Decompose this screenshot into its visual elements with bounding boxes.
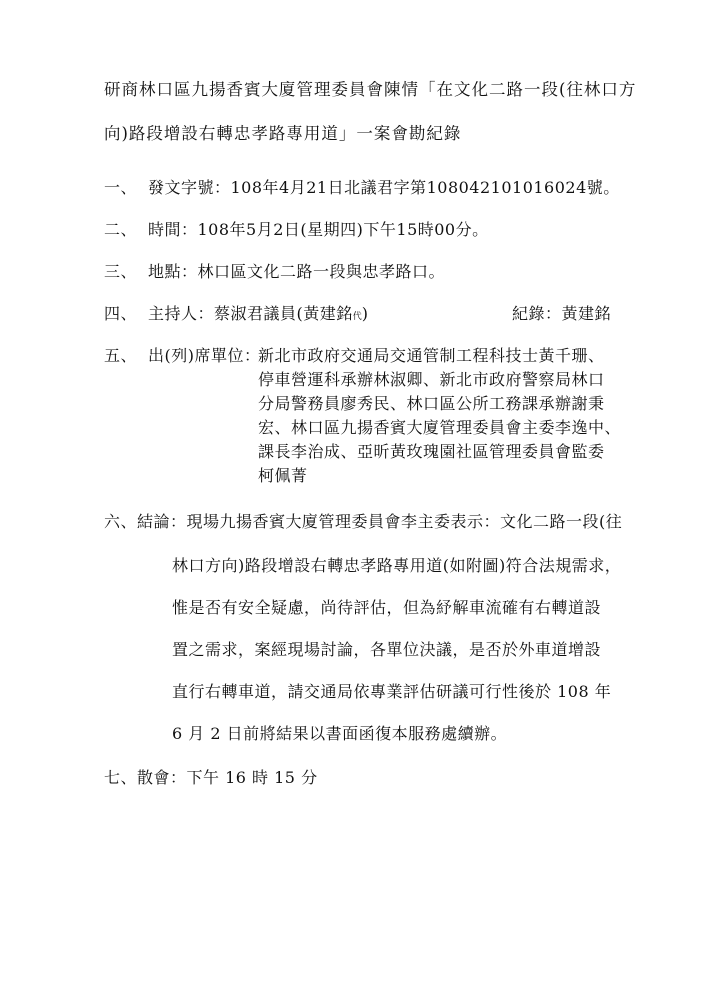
host-text <box>148 304 369 327</box>
item-number: 三、 <box>104 262 138 281</box>
conclusion-text: 六、結論：現場九揚香賓大廈管理委員會李主委表示：文化二路一段(往 <box>104 512 623 531</box>
attendees-label: 出(列)席單位： <box>148 346 261 365</box>
attendees-line: 分局警務員廖秀民、林口區公所工務課承辦謝秉 <box>258 394 605 413</box>
conclusion-line: 6 月 2 日前將結果以書面函復本服務處續辦。 <box>172 724 508 743</box>
item-number: 四、 <box>104 304 138 323</box>
conclusion-line: 置之需求，案經現場討論，各單位決議，是否於外車道增設 <box>172 640 602 659</box>
item-number: 五、 <box>104 346 138 365</box>
attendees-line: 停車營運科承辦林淑卿、新北市政府警察局林口 <box>258 370 605 389</box>
host-name: 主持人：蔡淑君議員(黃建銘 <box>148 304 353 323</box>
adjourn-line: 七、散會：下午 16 時 15 分 <box>104 768 318 787</box>
conclusion-line: 惟是否有安全疑慮，尚待評估，但為紓解車流確有右轉道設 <box>172 598 602 617</box>
item-number: 一、 <box>104 178 138 197</box>
document-title-line-2: 向)路段增設右轉忠孝路專用道」一案會勘紀錄 <box>104 124 462 143</box>
item-text: 地點：林口區文化二路一段與忠孝路口。 <box>148 262 446 281</box>
host-close-paren: ) <box>361 304 369 323</box>
recorder-text: 紀錄：黃建銘 <box>512 304 612 323</box>
item-number: 二、 <box>104 220 138 239</box>
conclusion-line: 林口方向)路段增設右轉忠孝路專用道(如附圖)符合法規需求， <box>172 556 622 575</box>
attendees-line: 宏、林口區九揚香賓大廈管理委員會主委李逸中、 <box>258 418 622 437</box>
item-text: 發文字號：108年4月21日北議君字第108042101016024號。 <box>148 178 620 197</box>
document-title-line-1: 研商林口區九揚香賓大廈管理委員會陳情「在文化二路一段(往林口方 <box>104 80 637 99</box>
deputy-mark: 代 <box>352 312 362 322</box>
item-text: 時間：108年5月2日(星期四)下午15時00分。 <box>148 220 489 239</box>
attendees-line: 新北市政府交通局交通管制工程科技士黃千珊、 <box>258 346 605 365</box>
conclusion-line: 直行右轉車道，請交通局依專業評估研議可行性後於 108 年 <box>172 682 612 701</box>
attendees-line: 柯佩菁 <box>258 466 308 485</box>
attendees-line: 課長李治成、亞昕黃玫瑰園社區管理委員會監委 <box>258 442 605 461</box>
